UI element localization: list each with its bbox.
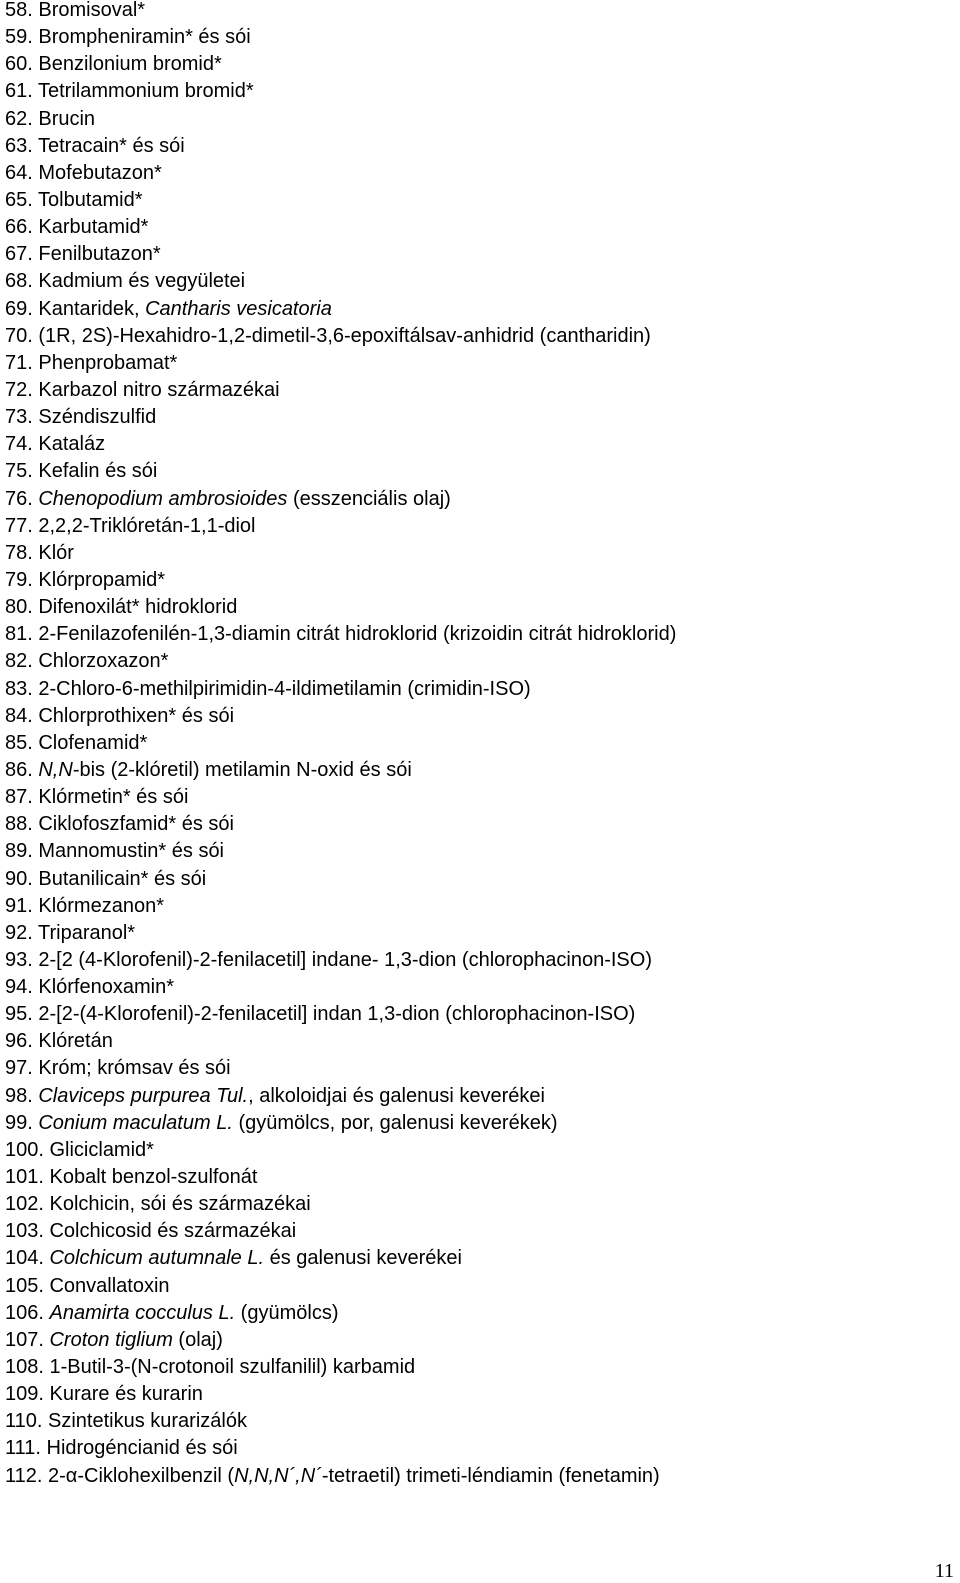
item-text: 79. Klórpropamid*	[5, 568, 166, 591]
list-item	[5, 0, 676, 24]
list-item	[5, 866, 676, 893]
item-text: 95. 2-[2-(4-Klorofenil)-2-fenilacetil] indan 1,3-dion (chlorophacinon-ISO)	[5, 1003, 636, 1026]
list-item	[5, 784, 676, 811]
item-text: 62. Brucin	[5, 107, 96, 130]
item-text: 70. (1R, 2S)-Hexahidro-1,2-dimetil-3,6-epoxiftálsav-anhidrid (cantharidin)	[5, 324, 651, 347]
item-text: 81. 2-Fenilazofenilén-1,3-diamin citrát hidroklorid (krizoidin citrát hidroklorid)	[5, 623, 677, 646]
item-text: (olaj)	[172, 1328, 223, 1351]
list-item	[5, 1435, 676, 1462]
list-item	[5, 947, 676, 974]
item-text: 73. Széndiszulfid	[5, 406, 157, 429]
item-text: 64. Mofebutazon*	[5, 161, 162, 184]
italic-text: Colchicum autumnale L.	[49, 1247, 265, 1270]
item-text: 90. Butanilicain* és sói	[5, 867, 207, 890]
item-text: 65. Tolbutamid*	[5, 188, 143, 211]
list-item	[5, 24, 676, 51]
italic-text: Claviceps purpurea Tul.	[38, 1084, 249, 1107]
list-item	[5, 51, 676, 78]
item-text: 93. 2-[2 (4-Klorofenil)-2-fenilacetil] indane- 1,3-dion (chlorophacinon-ISO)	[5, 948, 652, 971]
list-item	[5, 1354, 676, 1381]
list-item	[5, 730, 676, 757]
item-text: 63. Tetracain* és sói	[5, 134, 185, 157]
italic-text: Conium maculatum L.	[38, 1111, 233, 1134]
italic-text: Anamirta cocculus L.	[49, 1301, 236, 1324]
item-text: 104.	[5, 1247, 50, 1270]
list-item	[5, 486, 676, 513]
italic-text: N,N,N´,N´	[234, 1464, 322, 1487]
item-text: 103. Colchicosid és származékai	[5, 1220, 297, 1243]
list-item	[5, 1408, 676, 1435]
list-item	[5, 757, 676, 784]
item-text: 111. Hidrogéncianid és sói	[5, 1437, 238, 1460]
item-text: 66. Karbutamid*	[5, 216, 149, 239]
italic-text: Croton tiglium	[49, 1328, 173, 1351]
list-item	[5, 811, 676, 838]
item-text: 77. 2,2,2-Triklóretán-1,1-diol	[5, 514, 256, 537]
list-item	[5, 540, 676, 567]
list-item	[5, 1273, 676, 1300]
list-item	[5, 106, 676, 133]
list-item	[5, 1327, 676, 1354]
list-item	[5, 594, 676, 621]
item-text: 82. Chlorzoxazon*	[5, 650, 169, 673]
list-item	[5, 676, 676, 703]
italic-text: Cantharis vesicatoria	[145, 297, 332, 320]
list-item	[5, 1055, 676, 1082]
item-text: 83. 2-Chloro-6-methilpirimidin-4-ildimetilamin (crimidin-ISO)	[5, 677, 531, 700]
list-item	[5, 78, 676, 105]
list-item	[5, 1300, 676, 1327]
list-item	[5, 920, 676, 947]
item-text: 91. Klórmezanon*	[5, 894, 164, 917]
list-item	[5, 133, 676, 160]
item-text: 107.	[5, 1328, 50, 1351]
item-text: 92. Triparanol*	[5, 921, 136, 944]
list-item	[5, 1083, 676, 1110]
substance-list	[5, 0, 676, 1490]
item-text: 110. Szintetikus kurarizálók	[5, 1410, 247, 1433]
item-text: 102. Kolchicin, sói és származékai	[5, 1193, 311, 1216]
item-text: 67. Fenilbutazon*	[5, 243, 161, 266]
item-text: (esszenciális olaj)	[287, 487, 451, 510]
item-text: 98.	[5, 1084, 39, 1107]
item-text: 96. Klóretán	[5, 1030, 113, 1053]
italic-text: Chenopodium ambrosioides	[38, 487, 288, 510]
list-item	[5, 1218, 676, 1245]
list-item	[5, 268, 676, 295]
list-item	[5, 1191, 676, 1218]
list-item	[5, 458, 676, 485]
item-text: 71. Phenprobamat*	[5, 351, 178, 374]
list-item	[5, 160, 676, 187]
item-text: 94. Klórfenoxamin*	[5, 976, 174, 999]
item-text: 112. 2-α-Ciklohexilbenzil (	[5, 1464, 235, 1487]
item-text: és galenusi keverékei	[264, 1247, 462, 1270]
item-text: 69. Kantaridek,	[5, 297, 146, 320]
item-text: 78. Klór	[5, 541, 74, 564]
item-text: 68. Kadmium és vegyületei	[5, 270, 246, 293]
item-text: 109. Kurare és kurarin	[5, 1383, 203, 1406]
item-text: 76.	[5, 487, 39, 510]
list-item	[5, 404, 676, 431]
list-item	[5, 567, 676, 594]
item-text: -tetraetil) trimeti-léndiamin (fenetamin)	[321, 1464, 660, 1487]
list-item	[5, 703, 676, 730]
list-item	[5, 513, 676, 540]
item-text: 86.	[5, 758, 39, 781]
list-item	[5, 1001, 676, 1028]
list-item	[5, 241, 676, 268]
item-text: 101. Kobalt benzol-szulfonát	[5, 1166, 258, 1189]
list-item	[5, 1137, 676, 1164]
list-item	[5, 1028, 676, 1055]
item-text: 88. Ciklofoszfamid* és sói	[5, 813, 234, 836]
list-item	[5, 1245, 676, 1272]
item-text: 100. Gliciclamid*	[5, 1138, 154, 1161]
item-text: 85. Clofenamid*	[5, 731, 148, 754]
item-text: -bis (2-klóretil) metilamin N-oxid és sói	[72, 758, 412, 781]
list-item	[5, 1110, 676, 1137]
item-text: 72. Karbazol nitro származékai	[5, 378, 280, 401]
list-item	[5, 323, 676, 350]
item-text: (gyümölcs)	[235, 1301, 339, 1324]
item-text: 60. Benzilonium bromid*	[5, 53, 222, 76]
item-text: 75. Kefalin és sói	[5, 460, 158, 483]
item-text: 105. Convallatoxin	[5, 1274, 170, 1297]
item-text: 80. Difenoxilát* hidroklorid	[5, 596, 238, 619]
list-item	[5, 893, 676, 920]
item-text: 87. Klórmetin* és sói	[5, 786, 189, 809]
item-text: 74. Kataláz	[5, 433, 106, 456]
italic-text: N,N	[38, 758, 73, 781]
item-text: 108. 1-Butil-3-(N-crotonoil szulfanilil) karbamid	[5, 1356, 416, 1379]
item-text: 99.	[5, 1111, 39, 1134]
list-item	[5, 1381, 676, 1408]
list-item	[5, 350, 676, 377]
list-item	[5, 648, 676, 675]
list-item	[5, 1164, 676, 1191]
item-text: 106.	[5, 1301, 50, 1324]
item-text: 61. Tetrilammonium bromid*	[5, 80, 254, 103]
list-item	[5, 296, 676, 323]
list-item	[5, 621, 676, 648]
item-text: 89. Mannomustin* és sói	[5, 840, 225, 863]
list-item	[5, 431, 676, 458]
list-item	[5, 974, 676, 1001]
list-item	[5, 838, 676, 865]
item-text: 58. Bromisoval*	[5, 0, 146, 21]
list-item	[5, 214, 676, 241]
list-item	[5, 1463, 676, 1490]
page-number: 11	[934, 1560, 954, 1582]
item-text: 59. Brompheniramin* és sói	[5, 26, 251, 49]
list-item	[5, 377, 676, 404]
list-item	[5, 187, 676, 214]
item-text: 97. Króm; krómsav és sói	[5, 1057, 231, 1080]
item-text: 84. Chlorprothixen* és sói	[5, 704, 235, 727]
item-text: (gyümölcs, por, galenusi keverékek)	[232, 1111, 558, 1134]
item-text: , alkoloidjai és galenusi keverékei	[248, 1084, 545, 1107]
